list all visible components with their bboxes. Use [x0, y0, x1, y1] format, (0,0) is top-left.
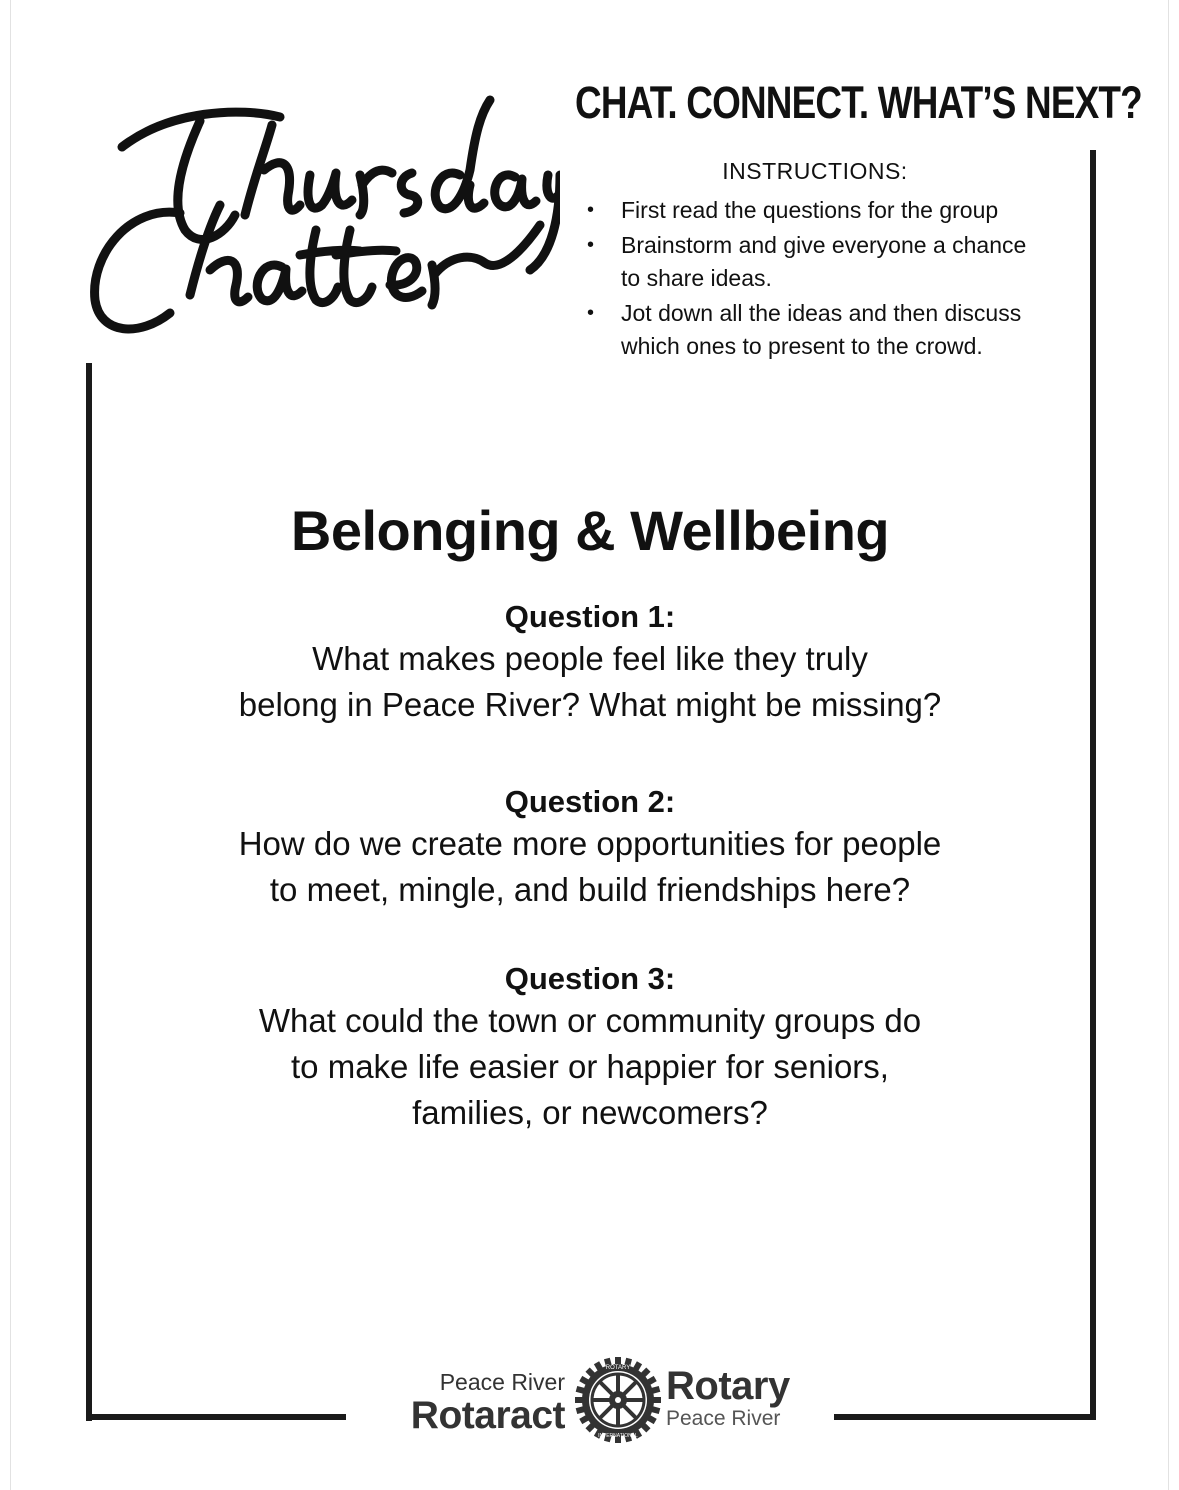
question-line: What could the town or community groups do	[258, 1002, 922, 1039]
emblem-text-bottom: INTERNATIONAL	[598, 1433, 638, 1439]
frame-bottom-right-line	[834, 1414, 1096, 1420]
instruction-line: First read the questions for the group	[621, 197, 999, 223]
instruction-line: to share ideas.	[621, 265, 772, 291]
bullet-icon: •	[587, 234, 595, 256]
section-title: Belonging & Wellbeing	[290, 499, 890, 562]
instructions-list	[585, 194, 1075, 365]
instruction-item	[585, 297, 1075, 363]
question-line: families, or newcomers?	[412, 1094, 768, 1131]
instruction-line: Jot down all the ideas and then discuss	[621, 300, 1022, 326]
question-block	[90, 960, 1090, 1136]
rotaract-name: Rotaract	[410, 1394, 565, 1437]
question-block	[90, 598, 1090, 728]
instruction-item	[585, 229, 1075, 295]
question-line: What makes people feel like they truly	[312, 640, 868, 677]
rotaract-logo-text	[380, 1368, 565, 1436]
page-edge-right	[1168, 0, 1169, 1490]
rotary-logo-text	[666, 1366, 836, 1432]
question-block	[90, 783, 1090, 913]
instructions-title: INSTRUCTIONS:	[722, 158, 908, 184]
question-line: to meet, mingle, and build friendships here?	[269, 871, 911, 908]
bullet-icon: •	[587, 199, 595, 221]
tagline: CHAT. CONNECT. WHAT’S NEXT?	[575, 77, 1142, 128]
instruction-line: which ones to present to the crowd.	[621, 333, 983, 359]
rotary-wheel-icon	[573, 1355, 663, 1445]
rotaract-location: Peace River	[439, 1369, 565, 1395]
question-label: Question 3:	[504, 961, 676, 996]
question-line: How do we create more opportunities for people	[238, 825, 942, 862]
rotary-name: Rotary	[666, 1364, 790, 1408]
instruction-item	[585, 194, 1075, 227]
frame-right-line	[1090, 150, 1096, 1420]
rotary-location: Peace River	[666, 1407, 781, 1430]
question-line: to make life easier or happier for seniors,	[291, 1048, 889, 1085]
frame-bottom-left-line	[86, 1414, 346, 1420]
instruction-line: Brainstorm and give everyone a chance	[621, 232, 1027, 258]
emblem-text-top: ROTARY	[605, 1365, 631, 1371]
question-label: Question 2:	[504, 784, 676, 819]
thursday-chatter-logo	[60, 55, 560, 355]
page-edge-left	[10, 0, 11, 1490]
question-line: belong in Peace River? What might be missing?	[238, 686, 942, 723]
bullet-icon: •	[587, 302, 595, 324]
question-label: Question 1:	[504, 599, 676, 634]
